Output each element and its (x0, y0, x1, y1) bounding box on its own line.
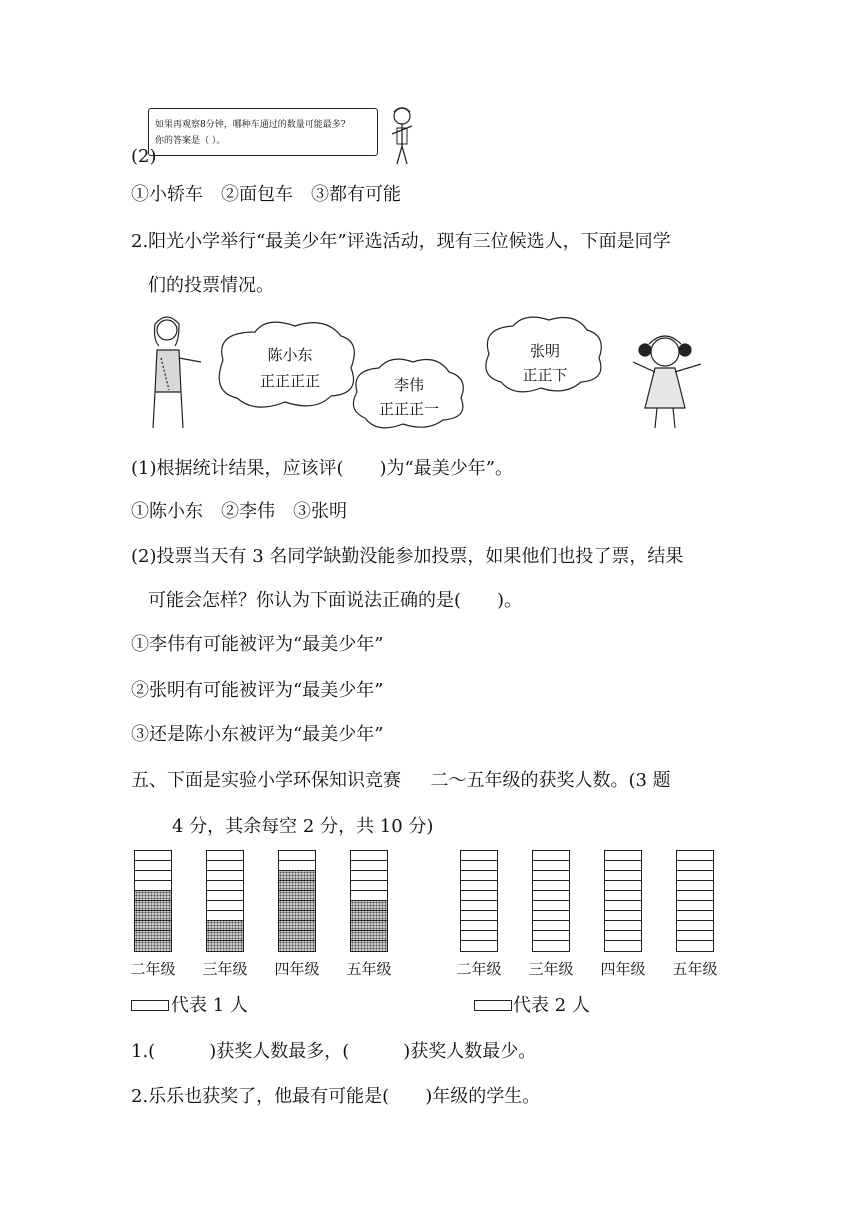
grade-label: 四年级 (600, 960, 646, 978)
bar-cell[interactable] (533, 931, 569, 941)
bar-cell[interactable] (351, 891, 387, 901)
question-2-stem-line-1: 2.阳光小学举行“最美少年”评选活动，现有三位候选人，下面是同学 (131, 231, 671, 252)
bar-cell[interactable] (279, 891, 315, 901)
grade-label: 五年级 (672, 960, 718, 978)
bar-cell[interactable] (605, 931, 641, 941)
sub-question-2-line-1: (2)投票当天有 3 名同学缺勤没能参加投票，如果他们也投了票，结果 (131, 546, 684, 567)
teacher-illustration (153, 317, 201, 428)
bar-cell[interactable] (207, 941, 243, 951)
bar-cell[interactable] (135, 891, 171, 901)
bar-cell[interactable] (279, 861, 315, 871)
bar-cell[interactable] (677, 891, 713, 901)
bar-cell[interactable] (351, 911, 387, 921)
bar-cell[interactable] (461, 851, 497, 861)
bar-cell[interactable] (351, 881, 387, 891)
candidate-tally: 正正正正 (259, 372, 320, 390)
section-5-title-line-1: 五、下面是实验小学环保知识竞赛 二～五年级的获奖人数。(3 题 (131, 770, 671, 791)
bar-cell[interactable] (461, 861, 497, 871)
bar-cell[interactable] (135, 921, 171, 931)
bar-cell[interactable] (461, 941, 497, 951)
bar-cell[interactable] (605, 941, 641, 951)
sub-question-1: (1)根据统计结果，应该评( )为“最美少年”。 (131, 458, 513, 479)
bar-cell[interactable] (677, 941, 713, 951)
bar-cell[interactable] (605, 921, 641, 931)
bar-cell[interactable] (605, 911, 641, 921)
option-3: ③还是陈小东被评为“最美少年” (131, 724, 384, 745)
legend-box-right (474, 1000, 512, 1011)
empty-bar (532, 850, 570, 952)
bar-cell[interactable] (677, 911, 713, 921)
option-1: ①李伟有可能被评为“最美少年” (131, 634, 384, 655)
bar-cell[interactable] (605, 871, 641, 881)
bar-cell[interactable] (351, 941, 387, 951)
bar-cell[interactable] (533, 851, 569, 861)
bar-cell[interactable] (279, 901, 315, 911)
bar-cell[interactable] (279, 851, 315, 861)
bar-cell[interactable] (207, 921, 243, 931)
section-5-title-line-2: 4 分，其余每空 2 分，共 10 分) (172, 816, 434, 837)
bar-cell[interactable] (207, 871, 243, 881)
legend-right-text: 代表 2 人 (513, 995, 590, 1016)
bar-cell[interactable] (351, 901, 387, 911)
speech-line-2: 你的答案是（ ）。 (155, 136, 226, 146)
bar-cell[interactable] (461, 871, 497, 881)
bar-cell[interactable] (207, 861, 243, 871)
bar-cell[interactable] (135, 871, 171, 881)
bar-cell[interactable] (605, 851, 641, 861)
bar-cell[interactable] (135, 901, 171, 911)
bar-cell[interactable] (533, 881, 569, 891)
bar-cell[interactable] (351, 861, 387, 871)
bar-cell[interactable] (279, 871, 315, 881)
bar-cell[interactable] (135, 931, 171, 941)
grade-label: 二年级 (130, 960, 176, 978)
bar-cell[interactable] (677, 901, 713, 911)
sub-question-2-line-2: 可能会怎样？你认为下面说法正确的是( )。 (148, 590, 523, 611)
bar-cell[interactable] (533, 901, 569, 911)
bar-cell[interactable] (533, 941, 569, 951)
grade-label: 三年级 (202, 960, 248, 978)
filled-bar (278, 850, 316, 952)
filled-bar (206, 850, 244, 952)
vote-illustration (145, 310, 715, 435)
candidate-name: 陈小东 (267, 346, 313, 364)
grade-label: 四年级 (274, 960, 320, 978)
section-5-question-1: 1.( )获奖人数最多，( )获奖人数最少。 (131, 1041, 537, 1062)
bar-cell[interactable] (677, 921, 713, 931)
question-2-stem-line-2: 们的投票情况。 (148, 275, 274, 296)
bar-cell[interactable] (533, 911, 569, 921)
bar-cell[interactable] (533, 891, 569, 901)
bar-cell[interactable] (351, 931, 387, 941)
bar-cell[interactable] (135, 851, 171, 861)
girl-illustration (633, 336, 701, 428)
bar-cell[interactable] (279, 911, 315, 921)
sub-question-label: (2) (131, 146, 157, 167)
bar-cell[interactable] (135, 941, 171, 951)
boy-illustration (380, 104, 420, 166)
empty-bar (604, 850, 642, 952)
candidate-tally: 正正下 (522, 366, 568, 384)
bar-cell[interactable] (605, 901, 641, 911)
bar-cell[interactable] (207, 881, 243, 891)
empty-bar (460, 850, 498, 952)
bar-cell[interactable] (135, 881, 171, 891)
grade-label: 三年级 (528, 960, 574, 978)
bar-cell[interactable] (677, 851, 713, 861)
bar-cell[interactable] (207, 901, 243, 911)
grade-label: 二年级 (456, 960, 502, 978)
bar-cell[interactable] (135, 861, 171, 871)
speech-line-1: 如果再观察8分钟，哪种车通过的数量可能最多? (155, 120, 346, 130)
candidate-name: 张明 (529, 342, 560, 360)
bar-cell[interactable] (677, 881, 713, 891)
grade-label: 五年级 (346, 960, 392, 978)
bar-cell[interactable] (351, 921, 387, 931)
section-5-question-2: 2.乐乐也获奖了，他最有可能是( )年级的学生。 (131, 1086, 541, 1107)
bar-cell[interactable] (351, 871, 387, 881)
bar-cell[interactable] (135, 911, 171, 921)
candidate-name: 李伟 (393, 376, 424, 394)
bar-cell[interactable] (207, 851, 243, 861)
bar-cell[interactable] (461, 901, 497, 911)
bar-cell[interactable] (605, 891, 641, 901)
bar-cell[interactable] (461, 921, 497, 931)
filled-bar (350, 850, 388, 952)
bar-cell[interactable] (461, 881, 497, 891)
bar-cell[interactable] (279, 931, 315, 941)
bar-cell[interactable] (279, 941, 315, 951)
legend-left-text: 代表 1 人 (171, 995, 248, 1016)
bar-cell[interactable] (207, 931, 243, 941)
bar-cell[interactable] (677, 871, 713, 881)
empty-bar (676, 850, 714, 952)
option-2: ②张明有可能被评为“最美少年” (131, 680, 384, 701)
bar-cell[interactable] (279, 881, 315, 891)
bar-cell[interactable] (351, 851, 387, 861)
bar-cell[interactable] (207, 891, 243, 901)
legend-box-left (131, 1000, 169, 1011)
bar-cell[interactable] (461, 911, 497, 921)
options-line: ①小轿车 ②面包车 ③都有可能 (131, 184, 401, 205)
bar-cell[interactable] (533, 871, 569, 881)
bar-cell[interactable] (207, 911, 243, 921)
bar-cell[interactable] (677, 861, 713, 871)
bar-cell[interactable] (533, 921, 569, 931)
bar-cell[interactable] (279, 921, 315, 931)
speech-bubble (148, 108, 378, 156)
sub-question-1-options: ①陈小东 ②李伟 ③张明 (131, 501, 347, 522)
bar-cell[interactable] (461, 891, 497, 901)
bar-cell[interactable] (677, 931, 713, 941)
bar-cell[interactable] (533, 861, 569, 871)
candidate-tally: 正正正一 (378, 400, 439, 418)
bar-cell[interactable] (461, 931, 497, 941)
bar-cell[interactable] (605, 861, 641, 871)
filled-bar (134, 850, 172, 952)
bar-cell[interactable] (605, 881, 641, 891)
